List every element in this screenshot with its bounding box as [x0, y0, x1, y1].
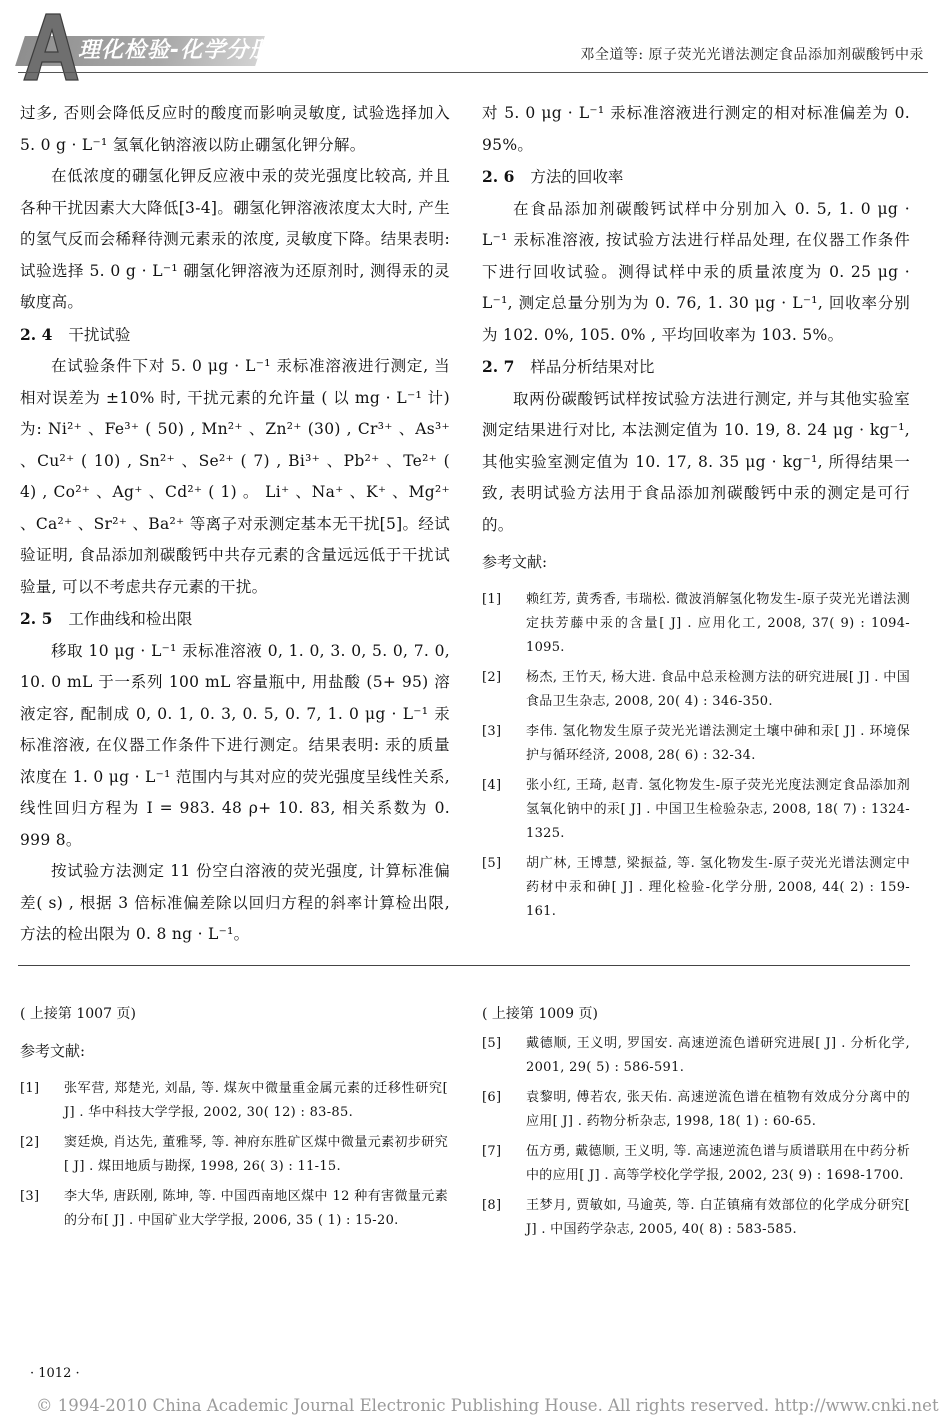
- page-header: [0, 0, 950, 92]
- section-title: 方法的回收率: [530, 168, 624, 186]
- reference-text: 袁黎明, 傅若农, 张天佑. 高速逆流色谱在植物有效成分分离中的应用[ J] . 药物分析杂志, 1998, 18( 1) : 60-65.: [526, 1090, 910, 1129]
- reference-item: [20, 1077, 448, 1125]
- right-column: [482, 98, 910, 930]
- reference-text: 戴德顺, 王义明, 罗国安. 高速逆流色谱研究进展[ J] . 分析化学, 2001, 29( 5) : 586-591.: [526, 1036, 910, 1075]
- reference-item: [482, 720, 910, 768]
- paragraph: 在试验条件下对 5. 0 μg · L⁻¹ 汞标准溶液进行测定, 当相对误差为 ±10% 时, 干扰元素的允许量 ( 以 mg · L⁻¹ 计) 为: Ni²⁺ 、Fe³⁺ ( 50) , Mn²⁺ 、Zn²⁺ (30) , Cr³⁺ 、As³⁺ 、Cu²⁺ ( 10) , Sn²⁺ 、Se²⁺ ( 7) , Bi³⁺ 、Pb²⁺ 、Te²⁺ ( 4) , Co²⁺ 、Ag⁺ 、Cd²⁺ ( 1) 。 Li⁺ 、Na⁺ 、K⁺ 、Mg²⁺ 、Ca²⁺ 、Sr²⁺ 、Ba²⁺ 等离子对汞测定基本无干扰[5]。经试验证明, 食品添加剂碳酸钙中共存元素的含量远远低于干扰试验量, 可以不考虑共存元素的干扰。: [20, 357, 450, 596]
- reference-item: [20, 1185, 448, 1233]
- section-number: 2. 6: [482, 167, 515, 186]
- section-title: 样品分析结果对比: [530, 358, 655, 376]
- references-heading: 参考文献:: [20, 1042, 86, 1060]
- section-divider: [18, 965, 910, 966]
- reference-number: [8]: [482, 1198, 502, 1213]
- section-heading-2-4: [20, 319, 450, 352]
- reference-number: [1]: [20, 1081, 40, 1096]
- reference-text: 王梦月, 贾敏如, 马逾英, 等. 白芷镇痛有效部位的化学成分研究[ J] . 中国药学杂志, 2005, 40( 8) : 583-585.: [526, 1198, 910, 1237]
- section-number: 2. 7: [482, 357, 515, 376]
- reference-number: [1]: [482, 592, 502, 607]
- reference-item: [482, 1086, 910, 1134]
- reference-text: 窦廷焕, 肖达先, 董雅琴, 等. 神府东胜矿区煤中微量元素初步研究[ J] . 煤田地质与勘探, 1998, 26( 3) : 11-15.: [64, 1135, 448, 1174]
- reference-item: [482, 588, 910, 660]
- continued-references-left: [20, 1002, 448, 1239]
- reference-list: [482, 588, 910, 924]
- reference-item: [482, 1194, 910, 1242]
- reference-number: [5]: [482, 856, 502, 871]
- paragraph: 过多, 否则会降低反应时的酸度而影响灵敏度, 试验选择加入 5. 0 g · L⁻¹ 氢氧化钠溶液以防止硼氢化钾分解。: [20, 104, 450, 154]
- reference-item: [482, 774, 910, 846]
- reference-number: [5]: [482, 1036, 502, 1051]
- reference-text: 张小红, 王琦, 赵青. 氢化物发生-原子荧光光度法测定食品添加剂氢氧化钠中的汞[ J] . 中国卫生检验杂志, 2008, 18( 7) : 1324-1325.: [526, 778, 910, 841]
- copyright-notice: © 1994-2010 China Academic Journal Electronic Publishing House. All rights reserved. http://www.cnki.net: [36, 1396, 939, 1415]
- reference-number: [4]: [482, 778, 502, 793]
- section-number: 2. 4: [20, 324, 53, 344]
- continued-note: ( 上接第 1007 页): [20, 1006, 136, 1022]
- reference-number: [2]: [482, 670, 502, 685]
- section-title: 干扰试验: [68, 325, 131, 344]
- reference-text: 胡广林, 王博慧, 梁振益, 等. 氢化物发生-原子荧光光谱法测定中药材中汞和砷[ J] . 理化检验-化学分册, 2008, 44( 2) : 159-161.: [526, 856, 910, 919]
- reference-number: [3]: [20, 1189, 40, 1204]
- reference-item: [20, 1131, 448, 1179]
- page-number: · 1012 ·: [30, 1366, 80, 1381]
- reference-number: [6]: [482, 1090, 502, 1105]
- reference-item: [482, 666, 910, 714]
- paragraph: 在低浓度的硼氢化钾反应液中汞的荧光强度比较高, 并且各种干扰因素大大降低[3-4]。硼氢化钾溶液浓度太大时, 产生的氢气反而会稀释待测元素汞的浓度, 灵敏度下降。结果表明: 试验选择 5. 0 g · L⁻¹ 硼氢化钾溶液为还原剂时, 测得汞的灵敏度高。: [20, 167, 450, 311]
- paragraph: 在食品添加剂碳酸钙试样中分别加入 0. 5, 1. 0 μg · L⁻¹ 汞标准溶液, 按试验方法进行样品处理, 在仪器工作条件下进行回收试验。测得试样中汞的质量浓度为 0. 25 μg · L⁻¹, 测定总量分别为为 0. 76, 1. 30 μg · L⁻¹, 回收率分别为 102. 0%, 105. 0% , 平均回收率为 103. 5%。: [482, 199, 910, 344]
- reference-item: [482, 852, 910, 924]
- reference-number: [2]: [20, 1135, 40, 1150]
- section-heading-2-7: [482, 351, 910, 384]
- reference-text: 伍方勇, 戴德顺, 王义明, 等. 高速逆流色谱与质谱联用在中药分析中的应用[ J] . 高等学校化学学报, 2002, 23( 9) : 1698-1700.: [526, 1144, 910, 1183]
- paragraph: 取两份碳酸钙试样按试验方法进行测定, 并与其他实验室测定结果进行对比, 本法测定值为 10. 19, 8. 24 μg · kg⁻¹, 其他实验室测定值为 10. 17, 8. 35 μg · kg⁻¹, 所得结果一致, 表明试验方法用于食品添加剂碳酸钙中汞的测定是可行的。: [482, 389, 910, 534]
- references-heading: 参考文献:: [482, 553, 548, 571]
- continued-references-right: [482, 1002, 910, 1248]
- continued-note: ( 上接第 1009 页): [482, 1006, 598, 1022]
- paragraph: 对 5. 0 μg · L⁻¹ 汞标准溶液进行测定的相对标准偏差为 0. 95%。: [482, 104, 910, 154]
- section-number: 2. 5: [20, 609, 53, 628]
- reference-text: 李大华, 唐跃刚, 陈坤, 等. 中国西南地区煤中 12 种有害微量元素的分布[ J] . 中国矿业大学学报, 2006, 35 ( 1) : 15-20.: [64, 1189, 448, 1228]
- section-title: 工作曲线和检出限: [68, 610, 193, 628]
- reference-item: [482, 1032, 910, 1080]
- running-head: 邓全道等: 原子荧光光谱法测定食品添加剂碳酸钙中汞: [580, 47, 924, 63]
- header-divider: [18, 72, 928, 73]
- paragraph: 移取 10 μg · L⁻¹ 汞标准溶液 0, 1. 0, 3. 0, 5. 0, 7. 0, 10. 0 mL 于一系列 100 mL 容量瓶中, 用盐酸 (5+ 95) 溶液定容, 配制成 0, 0. 1, 0. 3, 0. 5, 0. 7, 1. 0 μg · L⁻¹ 汞标准溶液, 在仪器工作条件下进行测定。结果表明: 汞的质量浓度在 1. 0 μg · L⁻¹ 范围内与其对应的荧光强度呈线性关系, 线性回归方程为 I = 983. 48 ρ+ 10. 83, 相关系数为 0. 999 8。: [20, 641, 450, 849]
- reference-number: [3]: [482, 724, 502, 739]
- reference-text: 杨杰, 王竹天, 杨大进. 食品中总汞检测方法的研究进展[ J] . 中国食品卫生杂志, 2008, 20( 4) : 346-350.: [526, 670, 910, 709]
- left-column: [20, 98, 450, 951]
- paragraph: 按试验方法测定 11 份空白溶液的荧光强度, 计算标准偏差( s) , 根据 3 倍标准偏差除以回归方程的斜率计算检出限, 方法的检出限为 0. 8 ng · L⁻¹。: [20, 862, 450, 943]
- reference-text: 赖红芳, 黄秀香, 韦瑞松. 微波消解氢化物发生-原子荧光光谱法测定扶芳藤中汞的含量[ J] . 应用化工, 2008, 37( 9) : 1094-1095.: [526, 592, 910, 655]
- logo-text: 理化检验-化学分册: [78, 38, 273, 63]
- section-heading-2-6: [482, 161, 910, 194]
- section-heading-2-5: [20, 603, 450, 636]
- reference-text: 张军营, 郑楚光, 刘晶, 等. 煤灰中微量重金属元素的迁移性研究[ J] . 华中科技大学学报, 2002, 30( 12) : 83-85.: [64, 1081, 448, 1120]
- reference-text: 李伟. 氢化物发生原子荧光光谱法测定土壤中砷和汞[ J] . 环境保护与循环经济, 2008, 28( 6) : 32-34.: [526, 724, 910, 763]
- reference-number: [7]: [482, 1144, 502, 1159]
- reference-item: [482, 1140, 910, 1188]
